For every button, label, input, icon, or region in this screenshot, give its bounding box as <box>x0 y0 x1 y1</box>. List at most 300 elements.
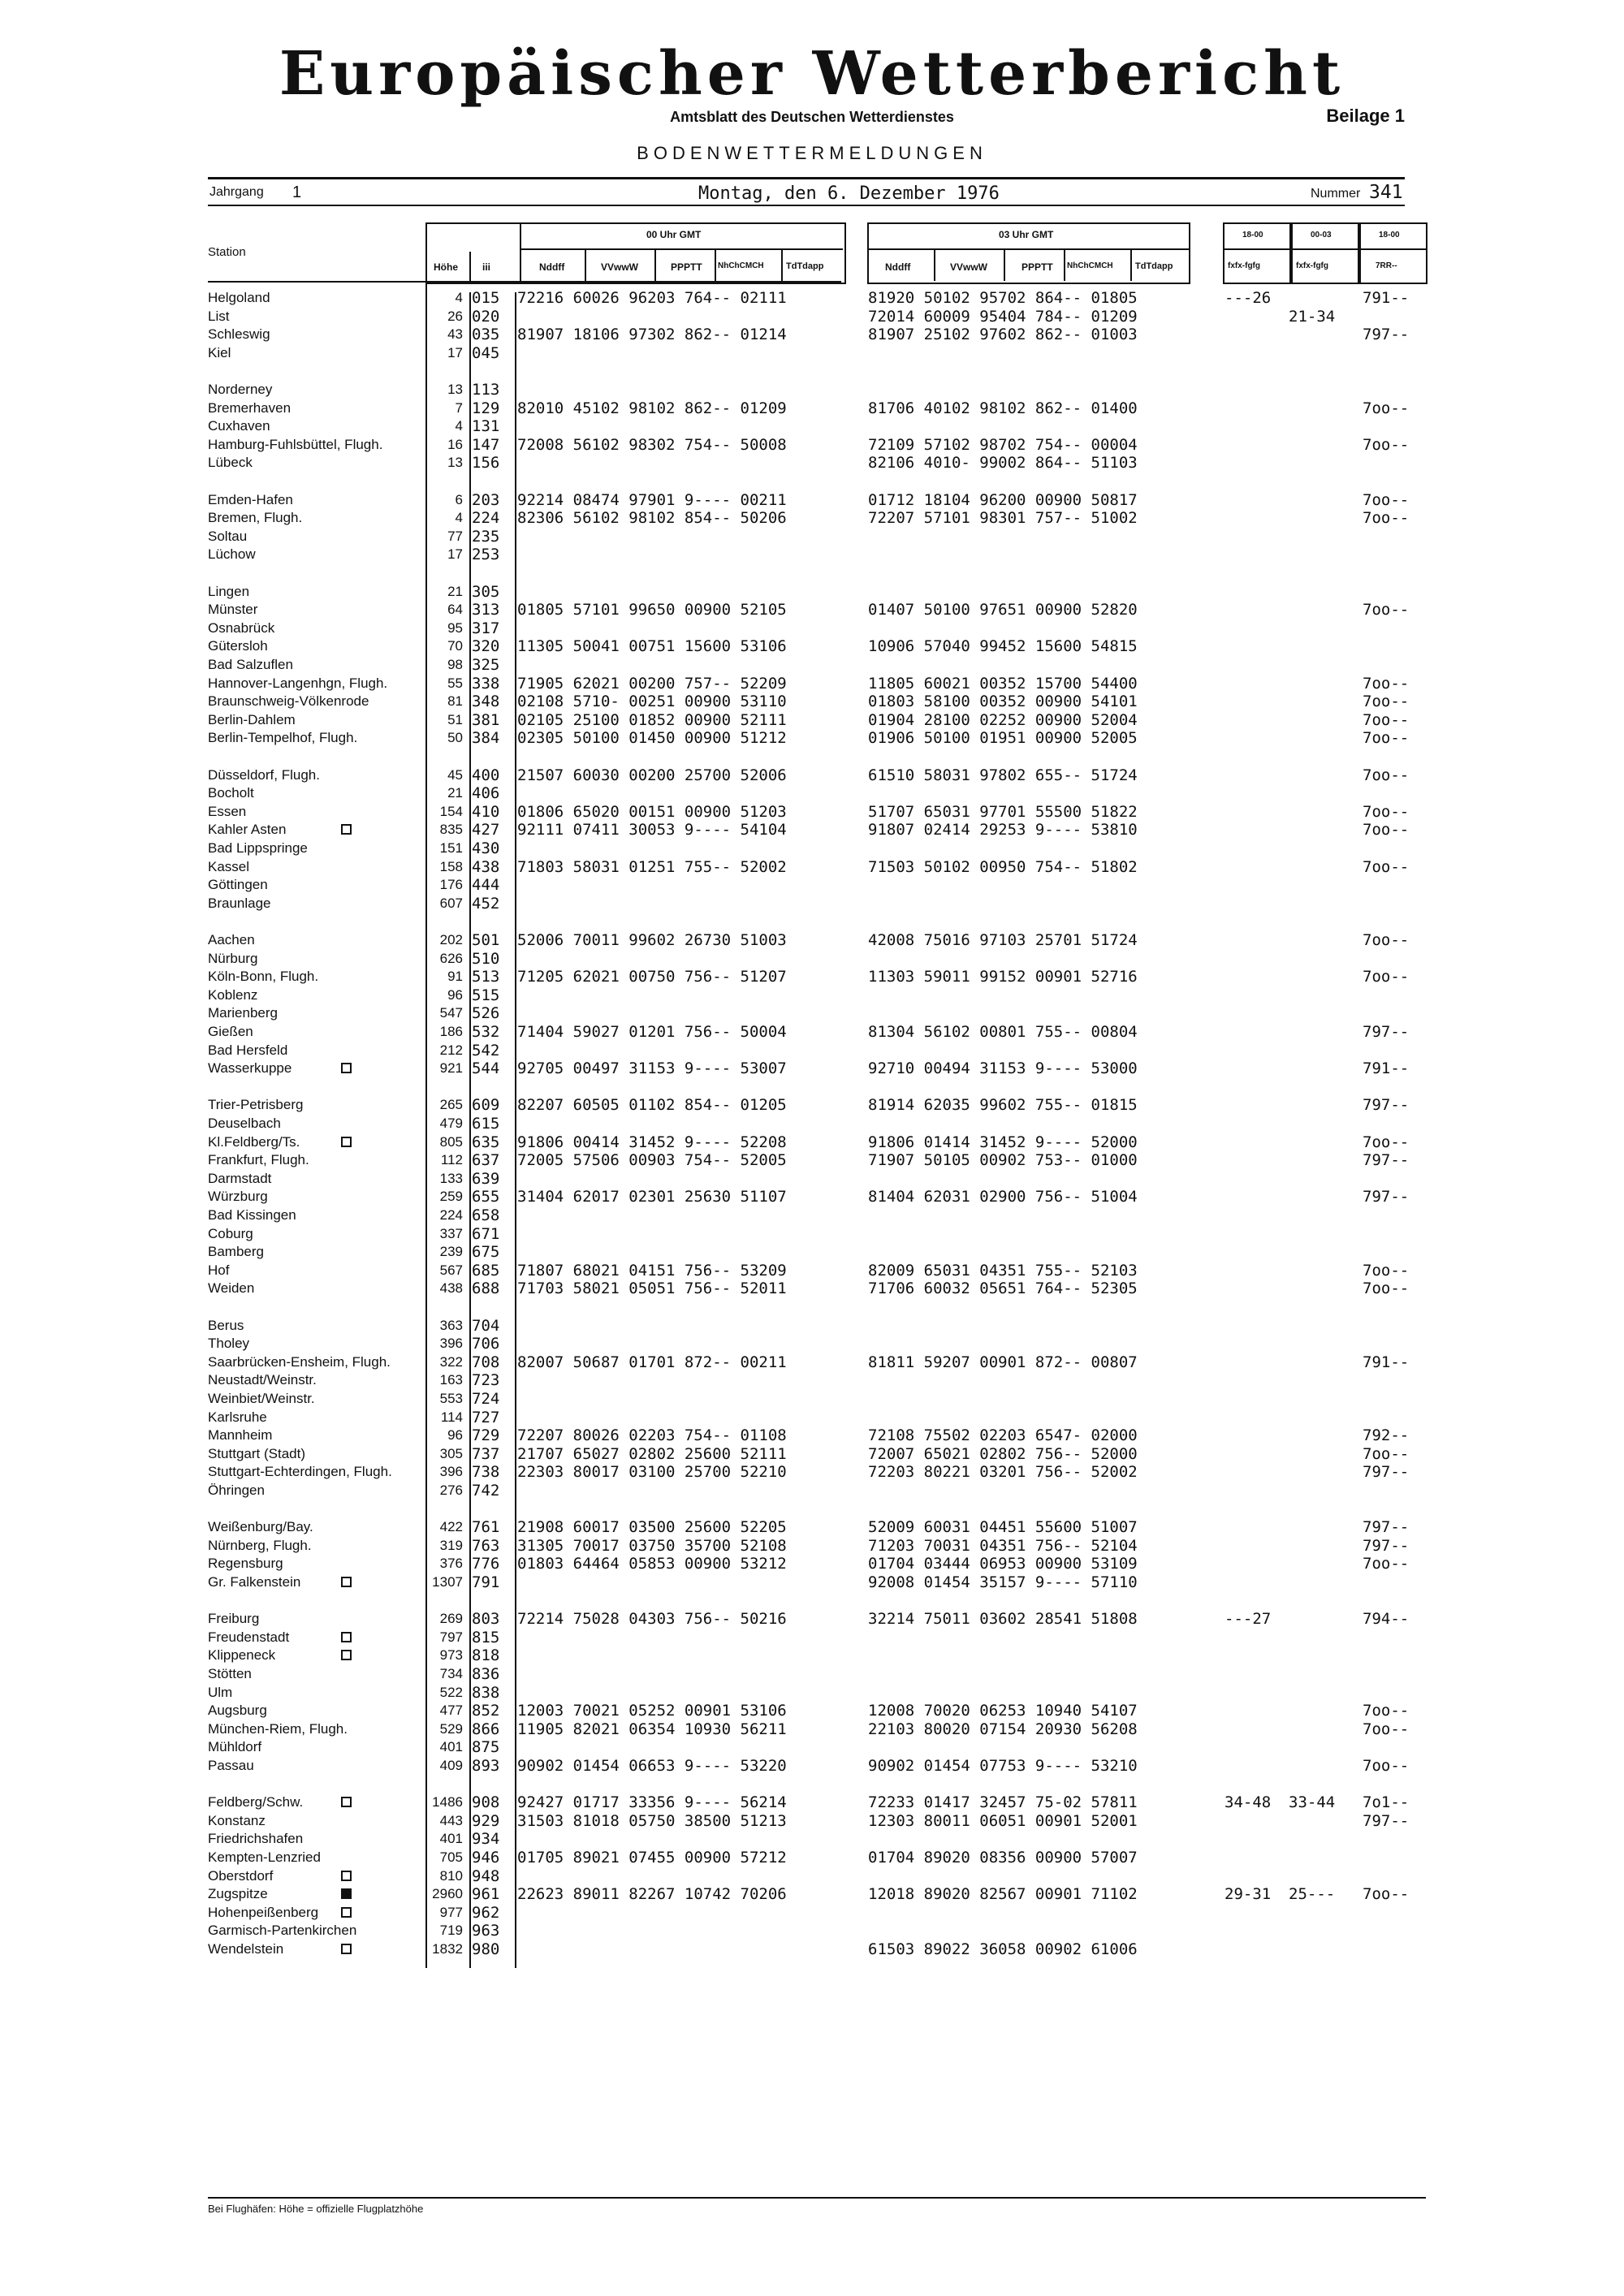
station-row <box>0 876 1624 894</box>
obs-00-groups: 71404 59027 01201 756-- 50004 <box>517 1023 787 1041</box>
extra-col-1-bottom: fxfx-fgfg <box>1228 261 1260 270</box>
station-height: 4 <box>455 418 463 434</box>
station-name: Karlsruhe <box>208 1409 267 1425</box>
obs-00-groups: 01705 89021 07455 00900 57212 <box>517 1849 787 1867</box>
precip-18-00: 7oo-- <box>1363 1720 1410 1738</box>
station-row <box>0 1060 1624 1077</box>
precip-18-00: 797-- <box>1363 1518 1410 1537</box>
precip-18-00: 7oo-- <box>1363 802 1410 821</box>
precip-18-00: 7oo-- <box>1363 1133 1410 1151</box>
obs-03-groups: 72233 01417 32457 75-02 57811 <box>868 1793 1138 1812</box>
open-square-icon <box>341 1907 352 1918</box>
station-number: 203 <box>472 490 500 509</box>
station-number: 658 <box>472 1206 500 1224</box>
station-name: Essen <box>208 803 247 819</box>
station-number: 325 <box>472 656 500 674</box>
station-name: Berus <box>208 1317 244 1333</box>
station-height: 810 <box>439 1867 463 1884</box>
obs-00-groups: 12003 70021 05252 00901 53106 <box>517 1702 787 1720</box>
station-name: List <box>208 308 230 324</box>
obs-00-groups: 82007 50687 01701 872-- 00211 <box>517 1353 787 1371</box>
station-row <box>0 895 1624 913</box>
station-number: 727 <box>472 1408 500 1426</box>
station-number: 963 <box>472 1922 500 1940</box>
station-number: 929 <box>472 1811 500 1830</box>
station-name: Stuttgart (Stadt) <box>208 1445 305 1461</box>
group-03-sub-1: Nddff <box>885 261 911 273</box>
station-row <box>0 986 1624 1004</box>
station-height: 443 <box>439 1812 463 1828</box>
station-number: 513 <box>472 968 500 986</box>
station-number: 515 <box>472 986 500 1004</box>
open-square-icon <box>341 1063 352 1073</box>
station-row <box>0 1720 1624 1738</box>
station-name: Tholey <box>208 1336 250 1352</box>
station-number: 671 <box>472 1224 500 1243</box>
station-row <box>0 1629 1624 1646</box>
station-row <box>0 417 1624 435</box>
precip-18-00: 7oo-- <box>1363 1885 1410 1904</box>
station-height: 13 <box>447 455 463 471</box>
station-number: 761 <box>472 1518 500 1537</box>
station-name: Cuxhaven <box>208 418 270 434</box>
station-name: Kahler Asten <box>208 822 287 838</box>
station-height: 239 <box>439 1244 463 1260</box>
obs-00-groups: 02108 5710- 00251 00900 53110 <box>517 693 787 711</box>
obs-03-groups: 52009 60031 04451 55600 51007 <box>868 1518 1138 1537</box>
station-height: 77 <box>447 528 463 544</box>
obs-03-groups: 71907 50105 00902 753-- 01000 <box>868 1151 1138 1170</box>
obs-03-groups: 81907 25102 97602 862-- 01003 <box>868 326 1138 344</box>
obs-00-groups: 01806 65020 00151 00900 51203 <box>517 802 787 821</box>
station-height: 719 <box>439 1923 463 1939</box>
station-name: Zugspitze <box>208 1886 268 1902</box>
station-number: 635 <box>472 1133 500 1151</box>
station-row <box>0 784 1624 802</box>
station-row <box>0 693 1624 710</box>
obs-00-groups: 72214 75028 04303 756-- 50216 <box>517 1610 787 1629</box>
station-row <box>0 1133 1624 1151</box>
obs-00-groups: 21908 60017 03500 25600 52205 <box>517 1518 787 1537</box>
station-row <box>0 1702 1624 1720</box>
station-height: 212 <box>439 1042 463 1058</box>
station-row <box>0 436 1624 454</box>
station-row <box>0 1206 1624 1224</box>
station-name: Kiel <box>208 344 231 360</box>
station-name: Stötten <box>208 1666 252 1681</box>
station-name: Deuselbach <box>208 1116 281 1131</box>
station-row <box>0 839 1624 857</box>
precip-18-00: 7oo-- <box>1363 1555 1410 1573</box>
precip-18-00: 7oo-- <box>1363 601 1410 619</box>
precip-18-00: 791-- <box>1363 289 1410 307</box>
station-name: Wasserkuppe <box>208 1060 292 1077</box>
station-number: 742 <box>472 1482 500 1500</box>
obs-00-groups: 91806 00414 31452 9---- 52208 <box>517 1133 787 1151</box>
station-row <box>0 1793 1624 1811</box>
station-name: Bremen, Flugh. <box>208 510 303 526</box>
obs-03-groups: 81914 62035 99602 755-- 01815 <box>868 1096 1138 1115</box>
precip-18-00: 7oo-- <box>1363 1261 1410 1280</box>
station-number: 852 <box>472 1702 500 1720</box>
station-name: Friedrichshafen <box>208 1831 304 1847</box>
station-height: 626 <box>439 950 463 966</box>
station-name: Darmstadt <box>208 1170 272 1186</box>
footer-rule <box>208 2197 1426 2199</box>
station-row <box>0 1115 1624 1133</box>
station-height: 17 <box>447 344 463 360</box>
obs-03-groups: 81706 40102 98102 862-- 01400 <box>868 399 1138 417</box>
obs-03-groups: 61503 89022 36058 00902 61006 <box>868 1940 1138 1958</box>
station-name: Stuttgart-Echterdingen, Flugh. <box>208 1464 392 1480</box>
station-number: 317 <box>472 619 500 637</box>
station-name: Bamberg <box>208 1244 264 1260</box>
obs-00-groups: 31404 62017 02301 25630 51107 <box>517 1188 787 1206</box>
precip-18-00: 7oo-- <box>1363 674 1410 693</box>
station-row <box>0 601 1624 619</box>
station-row <box>0 454 1624 472</box>
obs-03-groups: 01906 50100 01951 00900 52005 <box>868 729 1138 748</box>
station-number: 410 <box>472 802 500 821</box>
station-number: 737 <box>472 1444 500 1463</box>
station-height: 7 <box>455 399 463 416</box>
station-row <box>0 968 1624 986</box>
station-height: 154 <box>439 803 463 819</box>
obs-00-groups: 21507 60030 00200 25700 52006 <box>517 766 787 784</box>
station-name: Weinbiet/Weinstr. <box>208 1391 315 1406</box>
station-height: 6 <box>455 491 463 507</box>
group-00-sub-4: NhChCMCH <box>718 261 764 270</box>
obs-03-groups: 12303 80011 06051 00901 52001 <box>868 1811 1138 1830</box>
precip-18-00: 7oo-- <box>1363 435 1410 454</box>
obs-03-groups: 81304 56102 00801 755-- 00804 <box>868 1023 1138 1041</box>
station-number: 803 <box>472 1610 500 1629</box>
station-name: Frankfurt, Flugh. <box>208 1152 309 1168</box>
station-row <box>0 1757 1624 1775</box>
station-number: 946 <box>472 1849 500 1867</box>
station-number: 400 <box>472 766 500 784</box>
station-name: Ulm <box>208 1684 233 1700</box>
station-height: 4 <box>455 290 463 305</box>
obs-00-groups: 92705 00497 31153 9---- 53007 <box>517 1060 787 1078</box>
station-name: Bad Lippspringe <box>208 840 308 856</box>
station-name: Trier-Petrisberg <box>208 1097 304 1113</box>
station-row <box>0 1445 1624 1463</box>
station-name: Helgoland <box>208 290 270 305</box>
station-height: 16 <box>447 436 463 452</box>
obs-00-groups: 82207 60505 01102 854-- 01205 <box>517 1096 787 1115</box>
station-name: Lübeck <box>208 455 253 471</box>
station-number: 609 <box>472 1096 500 1115</box>
station-row <box>0 1738 1624 1756</box>
precip-18-00: 7oo-- <box>1363 399 1410 417</box>
station-name: Feldberg/Schw. <box>208 1794 304 1810</box>
station-name: Öhringen <box>208 1482 265 1498</box>
station-name: Düsseldorf, Flugh. <box>208 766 320 783</box>
station-row <box>0 1188 1624 1206</box>
obs-00-groups: 01805 57101 99650 00900 52105 <box>517 601 787 619</box>
station-name: Berlin-Dahlem <box>208 711 296 727</box>
station-row <box>0 1830 1624 1848</box>
obs-00-groups: 52006 70011 99602 26730 51003 <box>517 931 787 949</box>
station-name: Saarbrücken-Ensheim, Flugh. <box>208 1353 391 1370</box>
station-height: 21 <box>447 785 463 801</box>
station-row <box>0 619 1624 637</box>
obs-03-groups: 01407 50100 97651 00900 52820 <box>868 601 1138 619</box>
station-name: Gr. Falkenstein <box>208 1574 301 1590</box>
station-number: 452 <box>472 894 500 913</box>
station-height: 133 <box>439 1170 463 1186</box>
obs-03-groups: 11303 59011 99152 00901 52716 <box>868 968 1138 986</box>
station-number: 655 <box>472 1188 500 1206</box>
precip-18-00: 797-- <box>1363 1536 1410 1555</box>
station-number: 501 <box>472 931 500 949</box>
station-row <box>0 491 1624 509</box>
station-height: 96 <box>447 986 463 1003</box>
open-square-icon <box>341 824 352 835</box>
station-height: 921 <box>439 1060 463 1077</box>
obs-03-groups: 72207 57101 98301 757-- 51002 <box>868 509 1138 528</box>
station-number: 035 <box>472 326 500 344</box>
issue-number: 341 <box>1369 182 1403 203</box>
gust-18-00: 34-48 <box>1224 1793 1272 1812</box>
station-height: 276 <box>439 1482 463 1498</box>
station-number: 866 <box>472 1720 500 1738</box>
station-row <box>0 546 1624 563</box>
station-row <box>0 729 1624 747</box>
obs-03-groups: 01704 89020 08356 00900 57007 <box>868 1849 1138 1867</box>
precip-18-00: 7oo-- <box>1363 968 1410 986</box>
station-number: 688 <box>472 1280 500 1298</box>
station-height: 337 <box>439 1225 463 1241</box>
open-square-icon <box>341 1577 352 1587</box>
station-row <box>0 1096 1624 1114</box>
station-row <box>0 1555 1624 1573</box>
station-row <box>0 1317 1624 1335</box>
station-height: 2960 <box>432 1886 463 1902</box>
precip-18-00: 7oo-- <box>1363 509 1410 528</box>
obs-03-groups: 12008 70020 06253 10940 54107 <box>868 1702 1138 1720</box>
station-height: 17 <box>447 546 463 563</box>
station-number: 381 <box>472 710 500 729</box>
obs-03-groups: 11805 60021 00352 15700 54400 <box>868 674 1138 693</box>
station-name: Mühldorf <box>208 1739 262 1755</box>
station-row <box>0 1904 1624 1922</box>
precip-18-00: 7o1-- <box>1363 1793 1410 1812</box>
obs-00-groups: 71703 58021 05051 756-- 52011 <box>517 1280 787 1298</box>
precip-18-00: 7oo-- <box>1363 1280 1410 1298</box>
station-height: 363 <box>439 1317 463 1333</box>
station-name: Freiburg <box>208 1611 260 1627</box>
station-row <box>0 821 1624 839</box>
station-row <box>0 1170 1624 1188</box>
station-row <box>0 1280 1624 1297</box>
station-number: 045 <box>472 343 500 362</box>
station-number: 320 <box>472 637 500 656</box>
station-height: 607 <box>439 895 463 911</box>
obs-03-groups: 82106 4010- 99002 864-- 51103 <box>868 454 1138 473</box>
obs-03-groups: 72108 75502 02203 6547- 02000 <box>868 1426 1138 1445</box>
station-height: 977 <box>439 1904 463 1920</box>
station-height: 202 <box>439 932 463 947</box>
obs-00-groups: 02305 50100 01450 00900 51212 <box>517 729 787 748</box>
station-row <box>0 931 1624 949</box>
precip-18-00: 7oo-- <box>1363 710 1410 729</box>
station-height: 797 <box>439 1629 463 1645</box>
station-height: 973 <box>439 1647 463 1664</box>
station-height: 91 <box>447 969 463 985</box>
iii-col-label: iii <box>482 261 491 273</box>
station-name: Marienberg <box>208 1005 278 1021</box>
station-number: 253 <box>472 546 500 564</box>
obs-00-groups: 71205 62021 00750 756-- 51207 <box>517 968 787 986</box>
station-height: 151 <box>439 840 463 856</box>
station-name: Braunlage <box>208 895 271 911</box>
station-height: 4 <box>455 510 463 526</box>
station-number: 020 <box>472 307 500 326</box>
obs-00-groups: 72216 60026 96203 764-- 02111 <box>517 289 787 307</box>
obs-03-groups: 72007 65021 02802 756-- 52000 <box>868 1444 1138 1463</box>
station-name: Bad Kissingen <box>208 1207 296 1223</box>
precip-18-00: 7oo-- <box>1363 931 1410 949</box>
station-row <box>0 1151 1624 1169</box>
station-name: Braunschweig-Völkenrode <box>208 693 369 710</box>
station-number: 961 <box>472 1885 500 1904</box>
station-height: 45 <box>447 766 463 783</box>
obs-03-groups: 91806 01414 31452 9---- 52000 <box>868 1133 1138 1151</box>
station-row <box>0 1812 1624 1830</box>
station-name: Hof <box>208 1262 230 1278</box>
station-number: 723 <box>472 1371 500 1390</box>
station-height: 529 <box>439 1720 463 1737</box>
station-row <box>0 1610 1624 1628</box>
obs-03-groups: 72203 80221 03201 756-- 52002 <box>868 1463 1138 1482</box>
station-name: Klippeneck <box>208 1647 276 1664</box>
station-name: Passau <box>208 1758 254 1773</box>
station-row <box>0 858 1624 876</box>
gust-00-03: 21-34 <box>1289 307 1336 326</box>
precip-18-00: 7oo-- <box>1363 821 1410 839</box>
station-number: 235 <box>472 527 500 546</box>
station-number: 818 <box>472 1646 500 1665</box>
station-row <box>0 1573 1624 1591</box>
station-row <box>0 1518 1624 1536</box>
obs-03-groups: 01803 58100 00352 00900 54101 <box>868 693 1138 711</box>
height-col-label: Höhe <box>434 261 458 273</box>
station-number: 305 <box>472 582 500 601</box>
station-number: 313 <box>472 601 500 619</box>
station-height: 567 <box>439 1262 463 1278</box>
precip-18-00: 797-- <box>1363 1811 1410 1830</box>
station-number: 708 <box>472 1353 500 1371</box>
open-square-icon <box>341 1632 352 1642</box>
station-number: 129 <box>472 399 500 417</box>
station-number: 438 <box>472 857 500 876</box>
obs-00-groups: 31503 81018 05750 38500 51213 <box>517 1811 787 1830</box>
extra-col-3-bottom: 7RR-- <box>1376 261 1397 270</box>
station-height: 479 <box>439 1116 463 1131</box>
station-height: 224 <box>439 1207 463 1223</box>
station-number: 406 <box>472 784 500 803</box>
open-square-icon <box>341 1871 352 1881</box>
extra-col-2-top: 00-03 <box>1311 231 1332 240</box>
station-row <box>0 583 1624 601</box>
station-height: 396 <box>439 1336 463 1352</box>
station-number: 836 <box>472 1665 500 1683</box>
obs-00-groups: 92111 07411 30053 9---- 54104 <box>517 821 787 839</box>
station-number: 147 <box>472 435 500 454</box>
precip-18-00: 794-- <box>1363 1610 1410 1629</box>
station-name: Bad Salzuflen <box>208 657 293 672</box>
extra-col-1-top: 18-00 <box>1242 231 1263 240</box>
station-height: 547 <box>439 1005 463 1021</box>
station-name: Freudenstadt <box>208 1629 290 1645</box>
footnote: Bei Flughäfen: Höhe = offizielle Flugplatzhöhe <box>208 2203 424 2215</box>
obs-03-groups: 12018 89020 82567 00901 71102 <box>868 1885 1138 1904</box>
station-height: 438 <box>439 1280 463 1297</box>
obs-00-groups: 71905 62021 00200 757-- 52209 <box>517 674 787 693</box>
station-height: 70 <box>447 638 463 654</box>
station-number: 384 <box>472 729 500 748</box>
obs-00-groups: 72008 56102 98302 754-- 50008 <box>517 435 787 454</box>
station-height: 322 <box>439 1353 463 1370</box>
obs-03-groups: 71503 50102 00950 754-- 51802 <box>868 857 1138 876</box>
station-name: Berlin-Tempelhof, Flugh. <box>208 730 358 746</box>
station-height: 705 <box>439 1849 463 1865</box>
station-name: Bad Hersfeld <box>208 1042 288 1058</box>
obs-00-groups: 31305 70017 03750 35700 52108 <box>517 1536 787 1555</box>
obs-03-groups: 92710 00494 31153 9---- 53000 <box>868 1060 1138 1078</box>
station-height: 26 <box>447 308 463 324</box>
station-number: 875 <box>472 1738 500 1757</box>
obs-00-groups: 21707 65027 02802 25600 52111 <box>517 1444 787 1463</box>
station-row <box>0 344 1624 362</box>
obs-03-groups: 92008 01454 35157 9---- 57110 <box>868 1573 1138 1591</box>
station-height: 734 <box>439 1666 463 1681</box>
station-row <box>0 1390 1624 1408</box>
station-height: 96 <box>447 1427 463 1444</box>
station-height: 409 <box>439 1758 463 1773</box>
station-name: Göttingen <box>208 877 268 893</box>
precip-18-00: 797-- <box>1363 1463 1410 1482</box>
station-name: Norderney <box>208 382 273 397</box>
station-height: 50 <box>447 730 463 746</box>
station-row <box>0 1867 1624 1885</box>
station-height: 186 <box>439 1024 463 1039</box>
group-03-sub-4: NhChCMCH <box>1067 261 1113 270</box>
station-number: 131 <box>472 417 500 436</box>
obs-03-groups: 01712 18104 96200 00900 50817 <box>868 490 1138 509</box>
station-height: 396 <box>439 1464 463 1480</box>
precip-18-00: 7oo-- <box>1363 857 1410 876</box>
obs-00-groups: 22303 80017 03100 25700 52210 <box>517 1463 787 1482</box>
station-number: 893 <box>472 1757 500 1775</box>
obs-00-groups: 72005 57506 00903 754-- 52005 <box>517 1151 787 1170</box>
station-name: Würzburg <box>208 1189 268 1205</box>
open-square-icon <box>341 1797 352 1807</box>
station-name: Emden-Hafen <box>208 491 293 507</box>
obs-00-groups: 81907 18106 97302 862-- 01214 <box>517 326 787 344</box>
station-row <box>0 656 1624 674</box>
station-name: Wendelstein <box>208 1941 284 1957</box>
station-number: 015 <box>472 289 500 307</box>
station-row <box>0 1004 1624 1022</box>
station-height: 1486 <box>432 1794 463 1810</box>
station-height: 43 <box>447 326 463 343</box>
station-name: Nürburg <box>208 950 258 966</box>
station-number: 704 <box>472 1316 500 1335</box>
group-00-label: 00 Uhr GMT <box>646 229 702 240</box>
